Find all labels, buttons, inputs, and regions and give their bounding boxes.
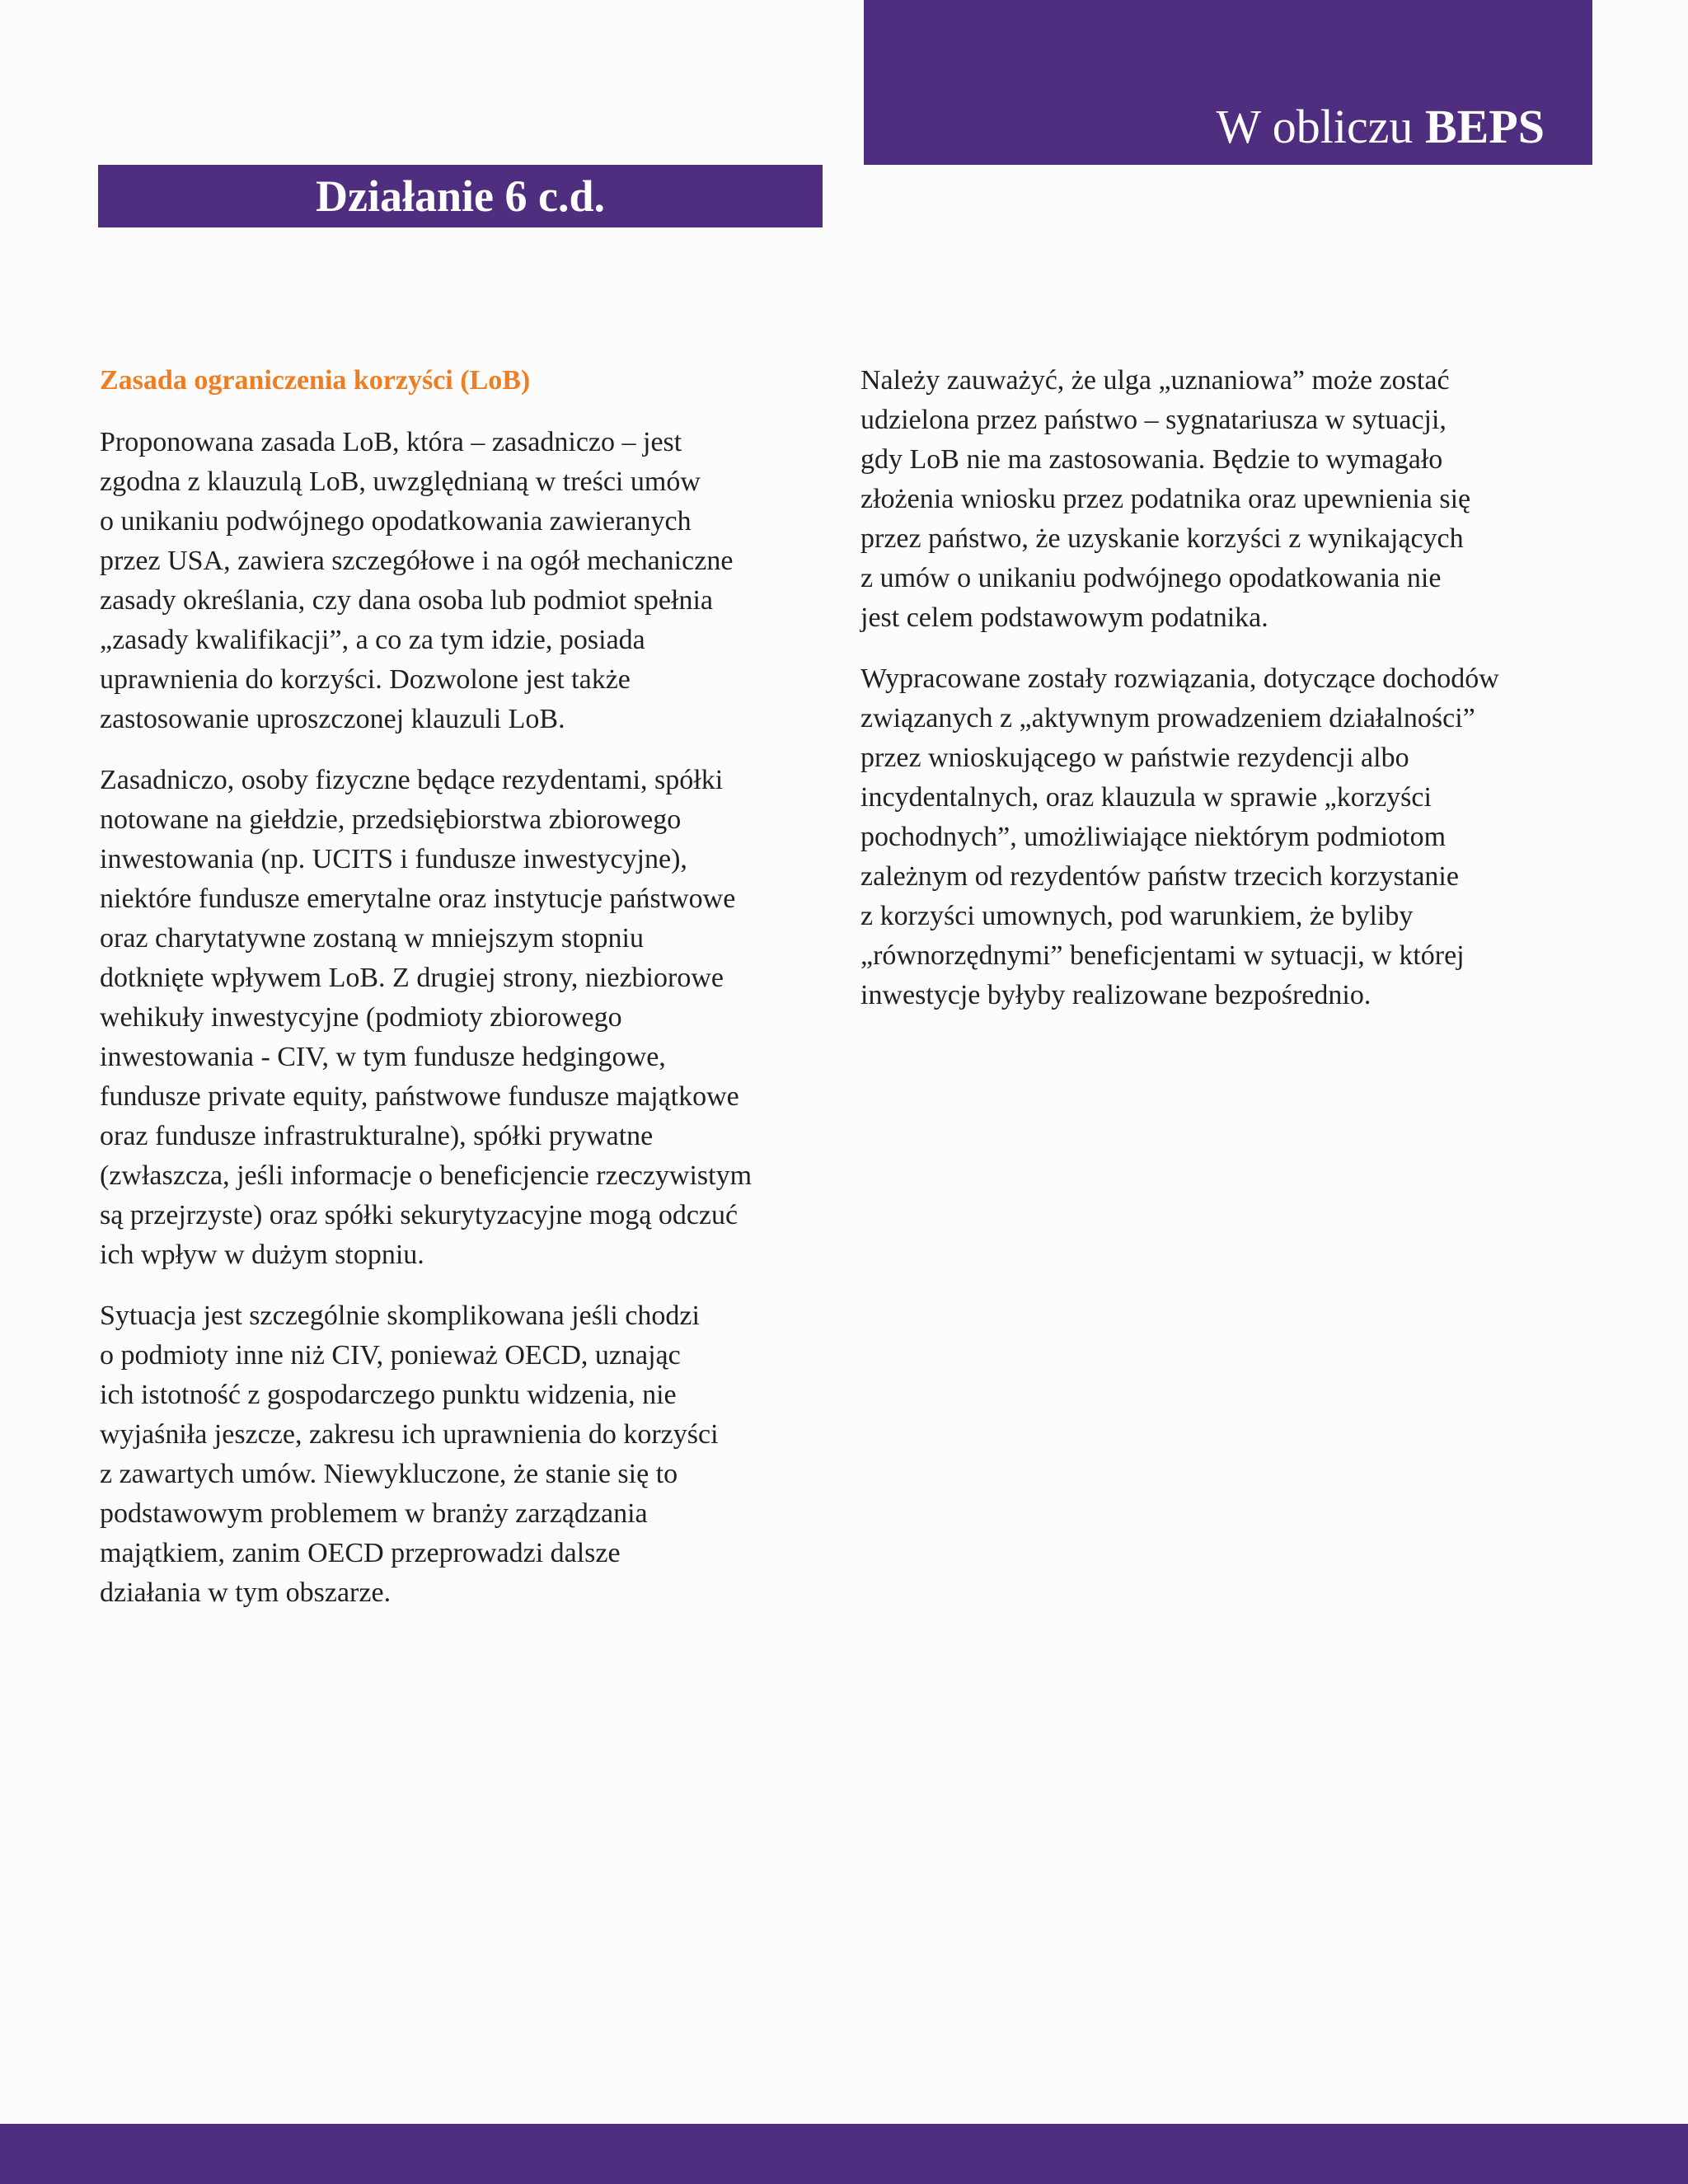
text-line: „zasady kwalifikacji”, a co za tym idzie, posiada xyxy=(100,625,645,655)
publication-title-prefix: W obliczu xyxy=(1216,100,1425,153)
text-line: Proponowana zasada LoB, która – zasadniczo – jest xyxy=(100,427,682,457)
text-line: związanych z „aktywnym prowadzeniem działalności” xyxy=(860,703,1475,733)
text-line: oraz charytatywne zostaną w mniejszym stopniu xyxy=(100,923,644,954)
text-line: zastosowanie uproszczonej klauzuli LoB. xyxy=(100,704,565,734)
publication-title-bold: BEPS xyxy=(1424,100,1545,153)
text-line: Należy zauważyć, że ulga „uznaniowa” może zostać xyxy=(860,365,1450,396)
header-banner xyxy=(864,0,1592,165)
text-line: przez USA, zawiera szczegółowe i na ogół mechaniczne xyxy=(100,546,734,576)
text-line: ich istotność z gospodarczego punktu widzenia, nie xyxy=(100,1380,677,1410)
section-banner xyxy=(98,165,823,227)
text-line: złożenia wniosku przez podatnika oraz upewnienia się xyxy=(860,484,1471,514)
text-line: ich wpływ w dużym stopniu. xyxy=(100,1240,424,1270)
text-line: pochodnych”, umożliwiające niektórym podmiotom xyxy=(860,822,1447,852)
text-line: o podmioty inne niż CIV, ponieważ OECD, uznając xyxy=(100,1340,681,1371)
text-line: zasady określania, czy dana osoba lub podmiot spełnia xyxy=(100,585,713,616)
text-line: uprawnienia do korzyści. Dozwolone jest także xyxy=(100,664,631,695)
text-line: jest celem podstawowym podatnika. xyxy=(860,602,1268,633)
text-line: działania w tym obszarze. xyxy=(100,1577,392,1608)
text-line: podstawowym problemem w branży zarządzania xyxy=(100,1498,648,1529)
paragraph xyxy=(100,1296,825,1613)
text-line: wyjaśniła jeszcze, zakresu ich uprawnienia do korzyści xyxy=(100,1419,719,1450)
text-line: notowane na giełdzie, przedsiębiorstwa zbiorowego xyxy=(100,804,682,835)
text-line: z zawartych umów. Niewykluczone, że stanie się to xyxy=(100,1459,678,1489)
text-line: Sytuacja jest szczególnie skomplikowana jeśli chodzi xyxy=(100,1301,700,1331)
left-paragraphs xyxy=(100,423,825,1613)
text-line: oraz fundusze infrastrukturalne), spółki prywatne xyxy=(100,1121,654,1151)
publication-title xyxy=(1217,97,1545,157)
text-line: wehikuły inwestycyjne (podmioty zbiorowego xyxy=(100,1002,622,1033)
left-column xyxy=(100,361,825,1634)
right-paragraphs xyxy=(860,361,1586,1015)
text-line: Zasadniczo, osoby fizyczne będące rezydentami, spółki xyxy=(100,765,724,795)
text-line: inwestycje byłyby realizowane bezpośrednio. xyxy=(860,980,1372,1010)
right-column xyxy=(860,361,1586,1037)
text-line: zgodna z klauzulą LoB, uwzględnianą w treści umów xyxy=(100,466,701,497)
section-title: Działanie 6 c.d. xyxy=(316,171,605,221)
paragraph xyxy=(860,659,1586,1015)
text-line: inwestowania - CIV, w tym fundusze hedgingowe, xyxy=(100,1042,666,1072)
text-line: przez państwo, że uzyskanie korzyści z wynikających xyxy=(860,523,1464,554)
text-line: niektóre fundusze emerytalne oraz instytucje państwowe xyxy=(100,883,736,914)
paragraph xyxy=(100,423,825,739)
text-line: fundusze private equity, państwowe fundusze majątkowe xyxy=(100,1081,739,1112)
text-line: o unikaniu podwójnego opodatkowania zawieranych xyxy=(100,506,692,537)
text-line: gdy LoB nie ma zastosowania. Będzie to wymagało xyxy=(860,444,1443,475)
text-line: incydentalnych, oraz klauzula w sprawie „korzyści xyxy=(860,782,1432,813)
paragraph xyxy=(860,361,1586,638)
text-line: przez wnioskującego w państwie rezydencji albo xyxy=(860,743,1409,773)
text-line: majątkiem, zanim OECD przeprowadzi dalsze xyxy=(100,1538,621,1568)
text-line: (zwłaszcza, jeśli informacje o beneficjencie rzeczywistym xyxy=(100,1160,753,1191)
text-line: inwestowania (np. UCITS i fundusze inwestycyjne), xyxy=(100,844,687,874)
text-line: z umów o unikaniu podwójnego opodatkowania nie xyxy=(860,563,1442,593)
text-line: Wypracowane zostały rozwiązania, dotyczące dochodów xyxy=(860,663,1499,694)
text-line: „równorzędnymi” beneficjentami w sytuacji, w której xyxy=(860,940,1465,971)
text-line: dotknięte wpływem LoB. Z drugiej strony, niezbiorowe xyxy=(100,963,724,993)
footer-banner xyxy=(0,2124,1688,2184)
text-line: z korzyści umownych, pod warunkiem, że byliby xyxy=(860,901,1414,931)
paragraph xyxy=(100,761,825,1275)
text-line: są przejrzyste) oraz spółki sekurytyzacyjne mogą odczuć xyxy=(100,1200,738,1230)
text-line: zależnym od rezydentów państw trzecich korzystanie xyxy=(860,861,1459,892)
text-line: udzielona przez państwo – sygnatariusza w sytuacji, xyxy=(860,405,1447,435)
lob-heading: Zasada ograniczenia korzyści (LoB) xyxy=(100,365,531,396)
